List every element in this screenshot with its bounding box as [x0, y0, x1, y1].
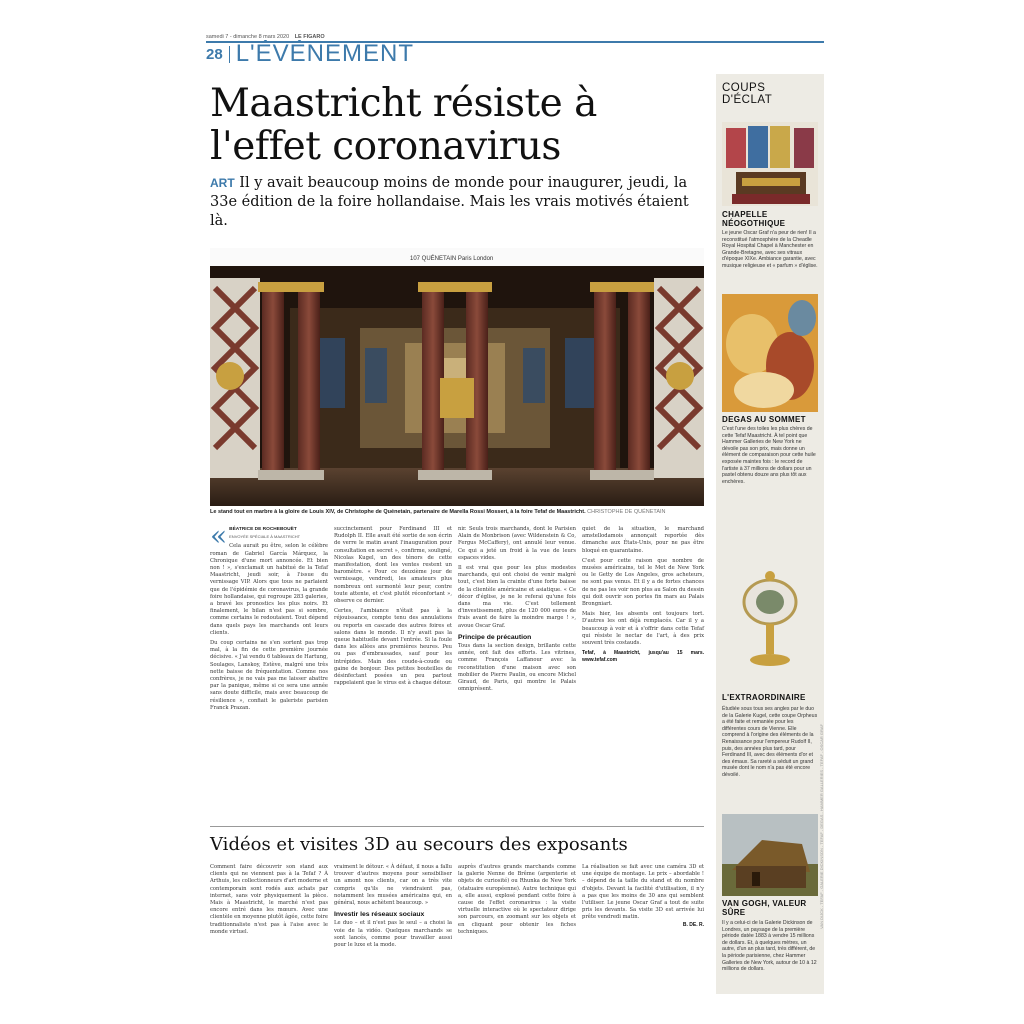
- signature: B. DE. R.: [682, 921, 704, 928]
- cup-illustration: [722, 564, 818, 684]
- article-column-3: [458, 526, 576, 696]
- headline: Maastricht résiste à l'effet coronavirus: [210, 81, 597, 169]
- second-article-column-1: [210, 864, 328, 936]
- paragraph: succinctement pour Ferdinand III et Rudolph II. Elle avait été sortie de son écrin de verre le matin avant l'inauguration pour consultation en secret », confirme, souligné, Nicolas Kugel, un des ténors de cette manifestation, dont les ventes restent un baromètre. « Pour ce deuxième jour de vernissage, vendredi, les amateurs plus nombreux ont surmonté leur peur, contre toute attente, et c'est plutôt réconfortant », observe ce dernier.: [334, 526, 452, 605]
- vertical-credits: VAN DIJCK - TEFAF - GALERIE DICKINSON - TEFAF - DEGAS - HAMMER GALLERIES - TEFAF - OSCAR GRAF: [819, 724, 824, 929]
- page-number: 28: [206, 46, 230, 63]
- second-article-column-2: [334, 864, 452, 949]
- paragraph: C'est pour cette raison que nombre de musées américains, tel le Met de New York ou le Getty de Los Angeles, gros acheteurs, ne sont pas venus. Et il y a de fortes chances de ne pas les voir non plus au Salon du dessin qui doit ouvrir son portes fin mars au Palais Brongniart.: [582, 557, 704, 608]
- paragraph: Mais hier, les absents ont toujours tort. D'autres les ont déjà remplacés. Car il y a beaucoup à voir et à s'offrir dans cette Tefaf qui résiste le nectar de l'art, à des prix souvent très costauds.: [582, 611, 704, 647]
- second-headline: Vidéos et visites 3D au secours des exposants: [210, 834, 628, 855]
- degas-image: [722, 294, 818, 412]
- sidebar-item-text: Il y a celui-ci de la Galerie Dickinson de Londres, un paysage de la première période datée 1883 à vendre 15 millions de dollars. Et, à quelques mètres, un autre, d'un an plus tard, très différent, de la période parisienne, chez Hammer Galleries de New York, autour de 10 à 12 millions de dollars.: [722, 920, 817, 973]
- paragraph: quiet de la situation, le marchand amstellodamois annonçait reportée dès dimanche aux États-Unis, pour ne pas être bloqué en quarantaine.: [582, 526, 704, 554]
- paragraph: Il est vrai que pour les plus modestes marchands, qui ont choisi de venir malgré tout, c'est bien la crainte d'une forte baisse de la clientèle américaine et asiatique. « Ce décor d'église, je ne le referai qu'une fois dans ma vie. C'est tellement d'investissement, plus de 120 000 euros de frais avant de faire la moindre marge ! », avoue Oscar Graf.: [458, 565, 576, 629]
- kicker: ART: [210, 176, 235, 190]
- paragraph: auprès d'autres grands marchands comme la galerie Nenne de Brême (argenterie et objets de curiosité) ou Rhunka de New York (statuaire européenne). Autre technique qui a, elle aussi, explosé pendant cette foire à cause de l'effet coronavirus : la visite virtuelle interactive où le spectateur dirige son parcours, en zoomant sur les objets et en cliquant pour obtenir les fiches techniques.: [458, 864, 576, 935]
- chapel-image: [722, 122, 818, 206]
- event-info: Tefaf, à Maastricht, jusqu'au 15 mars. www.tefaf.com: [582, 650, 704, 664]
- stand-photo-illustration: [210, 248, 704, 506]
- byline-role: ENVOYÉE SPÉCIALE À MAASTRICHT: [229, 534, 301, 540]
- photo-credit: CHRISTOPHE DE QUÉNETAIN: [587, 509, 666, 515]
- photo-caption: [210, 509, 704, 515]
- paragraph: Cela aurait pu être, selon le célèbre roman de Gabriel García Márquez, la Chronique d'une mort annoncée. Et bien non ! », s'exclamait un habitué de la Tefaf Maastricht, jeudi soir, à l'issue du vernissage VIP. Alors que tous ne parlaient que de l'épidémie de coronavirus, la grande foire hollandaise, qui regroupe 283 galeries, a bravé les pronostics les plus noirs. Et finalement, le bilan n'est pas si sombre, comme certains le redoutaient. Tout dépend dans quels pays les marchands ont leurs clients.: [210, 543, 328, 636]
- paragraph: Du coup certains ne s'en sortent pas trop mal, à la fin de cette première journée décisive. « J'ai vendu 6 tableaux de Hartung, Soulages, Lanskoy, Estève, malgré une très nette baisse de fréquentation. Comme nos confrères, je ne vais pas me laisser abattre par la panique, même si ce sera une année sans doute difficile, mais avec beaucoup de résilience », confiait le galeriste parisien Franck Prazan.: [210, 640, 329, 711]
- paragraph: nir. Seuls trois marchands, dont le Parisien Alain de Monbrison (avec Wildenstein & Co, Fergus McCaffery), ont annulé leur venue. Ce qui a jeté un froid à la vue de leurs espaces vides.: [458, 526, 576, 561]
- second-article-column-3: [458, 864, 576, 936]
- main-photo: [210, 248, 704, 506]
- van-gogh-illustration: [722, 814, 818, 896]
- sidebar-item-heading: VAN GOGH, VALEUR SÛRE: [722, 899, 807, 917]
- article-column-1: [210, 519, 329, 715]
- sidebar-title: COUPS D'ÉCLAT: [722, 82, 773, 106]
- paragraph: Tous dans la section design, brillante cette année, ont fait des efforts. Les vitrines, comme François Laffanour avec la reconstitution d'une maison avec son mobilier de Pierre Paulin, ou encore Michel Giraud, de Paris, qui montre le Palais omniprésent.: [458, 643, 576, 693]
- sidebar-item-heading: DEGAS AU SOMMET: [722, 415, 806, 424]
- sidebar-item-heading: L'EXTRAORDINAIRE: [722, 693, 806, 702]
- paragraph: La réalisation se fait avec une caméra 3D et une équipe de montage. Le prix – abordable ! – dépend de la taille du stand et du nombre d'objets. Devant la facilité d'utilisation, il n'y a pas que les moins de 30 ans qui semblent l'utiliser. Le jeune Oscar Graf a tout de suite pris les devants. Sa visite 3D est arrivée lui prête vendredi matin.: [582, 864, 704, 921]
- paragraph: Certes, l'ambiance n'était pas à la réjouissance, compte tenu des annulations ou reports en cascade des autres foires et salons dans le monde. Il n'y avait pas la queue habituelle devant l'entrée. Si la foule dans les allées ans premières heures. Peu ou pas d'embrassades, sauf pour les intrépides. Main des coude-à-coude ou gaine de bonjour. Des petites bouteilles de désinfectant posées un peu partout rappelaient que le virus est à chaque détour.: [334, 608, 452, 687]
- photo-label: 107 QUÉNETAIN Paris London: [410, 256, 494, 262]
- van-gogh-image: [722, 814, 818, 896]
- article-column-2: [334, 526, 452, 690]
- sidebar-item-heading: CHAPELLE NÉOGOTHIQUE: [722, 210, 786, 228]
- newspaper-page: [206, 34, 824, 1000]
- section-name: L'ÉVÉNEMENT: [235, 40, 414, 67]
- paragraph: Le duo – et il n'est pas le seul – a choisi la voie de la vidéo. Quelques marchands se sont lancés, comme pour travailler aussi pour le luxe et la mode.: [334, 920, 452, 949]
- orpheus-cup-image: [722, 564, 818, 684]
- deck: [210, 174, 710, 231]
- sidebar-item-text: Le jeune Oscar Graf n'a peur de rien! Il a reconstitué l'atmosphère de la Cheadle Royal Hospital Chapel à Manchester en Grande-Bretagne, avec ses vitraux d'époque XIXe. Ambiance garantie, avec musique religieuse et « parfum » d'église.: [722, 230, 818, 269]
- sidebar-item-text: C'est l'une des toiles les plus chères de cette Tefaf Maastricht. À tel point que Hammer Galleries de New York ne dévoile pas son prix, mais donne un élément de comparaison pour cette huile exposée maintes fois : le record de l'artiste à 37 millions de dollars pour un pastel obtenu douze ans plus tôt aux enchères.: [722, 426, 816, 485]
- paragraph: Comment faire découvrir son stand aux clients qui ne viennent pas à la Tefaf ? À Arthuis, les collectionneurs d'art moderne et contemporain sont rodés aux achats par internet, sans voir physiquement la pièce. Mais à Maastricht, le marché n'est pas encore entré dans les mœurs. Avec une clientèle en moyenne plutôt âgée, cette foire traditionnaliste n'est pas à l'aise avec le monde virtuel.: [210, 864, 328, 935]
- byline: BÉATRICE DE ROCHEBOUËT: [229, 527, 297, 532]
- second-article-column-4: [582, 864, 704, 929]
- deck-text: Il y avait beaucoup moins de monde pour inaugurer, jeudi, la 33e édition de la foire hollandaise. Mais les vrais motivés étaient là.: [210, 175, 689, 229]
- chapel-illustration: [722, 122, 818, 206]
- caption-text: Le stand tout en marbre à la gloire de Louis XIV, de Christophe de Quénetain, partenaire de Marella Rossi Mosseri, à la foire Tefaf de Maastricht.: [210, 509, 586, 515]
- section-header: [206, 42, 414, 66]
- dateline: samedi 7 - dimanche 8 mars 2020: [206, 34, 290, 40]
- sidebar: [716, 74, 824, 994]
- article-column-4: [582, 526, 704, 668]
- subheading: Principe de précaution: [458, 633, 532, 641]
- sidebar-item-text: Étudiée sous tous ses angles par le duo de la Galerie Kugel, cette coupe Orpheus a été faite et remaniée pour les différentes cours de Vienne. Elle comprend à l'origine des éléments de la Renaissance pour l'empereur Rudolf II, puis, des années plus tard, pour Ferdinand III, avec des éléments d'or et des émaux. Sa rareté a séduit un grand musée dont le nom n'a pas été encore dévoilé.: [722, 706, 818, 778]
- quote-mark-icon: «: [210, 519, 228, 552]
- subheading: Investir les réseaux sociaux: [334, 911, 425, 919]
- divider: [210, 826, 704, 827]
- paper-name: LE FIGARO: [294, 34, 325, 40]
- degas-illustration: [722, 294, 818, 412]
- paragraph: vraiment le détour. « À défaut, il nous a fallu trouver d'autres moyens pour sensibiliser un amont nos clients, car on a très vite compris qu'ils ne viendraient pas, notamment les musées américains qui, en général, nous achètent beaucoup. »: [334, 864, 452, 907]
